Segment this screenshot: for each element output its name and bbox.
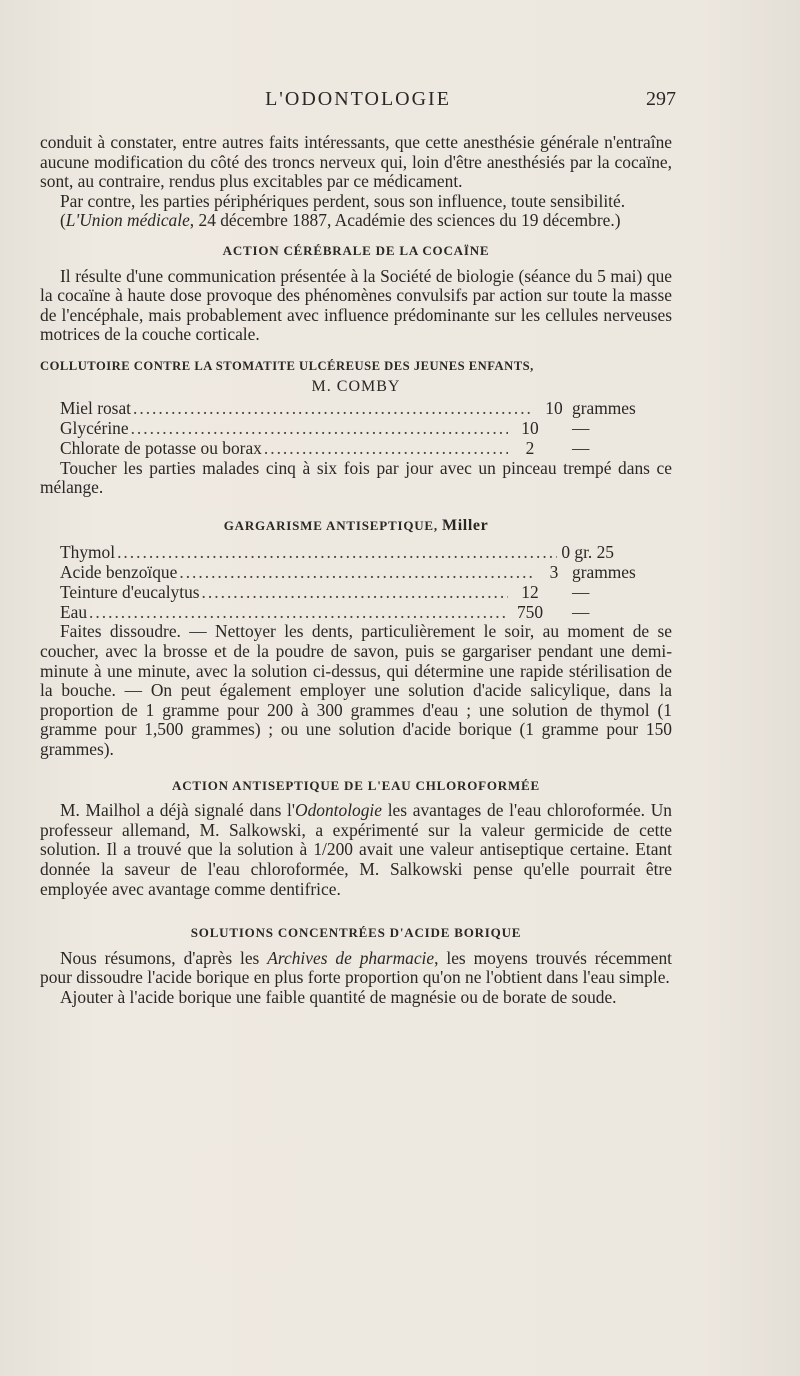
ingredient-quantity: 3	[549, 562, 559, 583]
section-heading-gargarisme	[40, 516, 672, 536]
recipe-row	[40, 583, 672, 603]
collutoire-author: M. COMBY	[311, 377, 401, 395]
citation: (L'Union médicale, 24 décembre 1887, Académie des sciences du 19 décembre.)	[60, 210, 621, 231]
recipe-row	[40, 419, 672, 439]
ingredient-quantity: 12	[521, 581, 539, 602]
gargarisme-author: Miller	[442, 516, 489, 534]
ingredient-unit: —	[572, 437, 590, 458]
ingredient-name: Teinture d'eucalytus	[60, 581, 200, 602]
ingredient-unit: —	[572, 581, 590, 602]
collutoire-recipe	[40, 399, 672, 458]
page-number: 297	[646, 88, 676, 110]
dot-leader	[117, 543, 557, 563]
collutoire-instruction: Toucher les parties malades cinq à six fois par jour avec un pinceau trempé dans ce mélange.	[40, 457, 672, 498]
eau-text-before: M. Mailhol a déjà signalé dans l'	[60, 800, 296, 821]
dot-leader	[202, 583, 508, 603]
eau-journal: Odontologie	[295, 800, 382, 821]
eau-text-after: les avantages de l'eau chloroformée. Un professeur allemand, M. Salkowski, a expérimenté sur la valeur germicide de cette solution. Il a trouvé que la solution à 1/200 avait une valeur antiseptique certaine. Etant donnée la saveur de l'eau chloroformée, M. Salkowski pense qu'elle pourrait être employée avec avantage comme dentifrice.	[40, 800, 673, 899]
bor-journal: Archives de pharmacie	[267, 947, 435, 968]
ingredient-quantity: 10	[545, 398, 563, 419]
ingredient-name: Thymol	[60, 542, 116, 563]
recipe-row	[40, 399, 672, 419]
ingredient-unit: grammes	[572, 398, 636, 419]
ingredient-unit: —	[572, 601, 590, 622]
opening-paragraph: conduit à constater, entre autres faits intéressants, que cette anesthésie générale n'entraîne aucune modification du côté des troncs nerveux qui, loin d'être anesthésiés par la cocaïne, sont, au contraire, rendus plus excitables par ce médicament.	[40, 132, 672, 192]
recipe-row	[40, 543, 672, 563]
ingredient-quantity: 750	[516, 601, 544, 622]
citation-journal: L'Union médicale	[65, 210, 190, 231]
ingredient-quantity: 2	[525, 437, 535, 458]
running-title: L'ODONTOLOGIE	[265, 88, 451, 110]
recipe-row	[40, 603, 672, 623]
dot-leader	[179, 563, 532, 583]
gargarisme-recipe	[40, 543, 672, 622]
gargarisme-instruction: Faites dissoudre. — Nettoyer les dents, particulièrement le soir, au moment de se coucher, avec la brosse et de la poudre de savon, puis se gargariser pendant une demi-minute à une minute, avec la solution ci-dessus, qui détermine une rapide stérilisation de la bouche. — On peut également employer une solution d'acide salicylique, dans la proportion de 1 gramme pour 200 à 300 grammes d'eau ; une solution de thymol (1 gramme pour 1,500 grammes) ; ou une solution d'acide borique (1 gramme pour 150 grammes).	[40, 621, 672, 760]
dot-leader	[133, 399, 532, 419]
section-heading-eau-chloroformee: ACTION ANTISEPTIQUE DE L'EAU CHLOROFORMÉE	[172, 777, 540, 793]
section-heading-acide-borique: SOLUTIONS CONCENTRÉES D'ACIDE BORIQUE	[190, 925, 522, 941]
acide-borique-paragraph-2: Ajouter à l'acide borique une faible quantité de magnésie ou de borate de soude.	[60, 986, 617, 1007]
bor-text-before: Nous résumons, d'après les	[60, 947, 268, 968]
ingredient-name: Acide benzoïque	[60, 562, 178, 583]
ingredient-name: Chlorate de potasse ou borax	[60, 437, 262, 458]
ingredient-name: Eau	[60, 601, 88, 622]
recipe-row	[40, 439, 672, 459]
ingredient-quantity: 10	[521, 417, 539, 438]
dot-leader	[131, 419, 508, 439]
section-heading-collutoire: COLLUTOIRE CONTRE LA STOMATITE ULCÉREUSE DES JEUNES ENFANTS,	[40, 358, 534, 373]
eau-chloroformee-paragraph	[40, 801, 672, 899]
ingredient-name: Miel rosat	[60, 398, 131, 419]
ingredient-quantity: 0 gr. 25	[561, 542, 614, 563]
ingredient-unit: grammes	[572, 562, 636, 583]
dot-leader	[89, 603, 508, 623]
page-body	[40, 133, 672, 1008]
bor-text-after: , les moyens trouvés récemment pour dissoudre l'acide borique en plus forte proportion qu'on ne l'obtient dans l'eau simple.	[40, 947, 673, 988]
running-head	[40, 88, 676, 116]
recipe-row	[40, 563, 672, 583]
acide-borique-paragraph	[40, 949, 672, 988]
section-heading-action-cerebrale: ACTION CÉRÉBRALE DE LA COCAÏNE	[222, 242, 490, 258]
ingredient-name: Glycérine	[60, 417, 129, 438]
citation-text: , 24 décembre 1887, Académie des sciences du 19 décembre.)	[189, 210, 621, 231]
dot-leader	[264, 439, 508, 459]
ingredient-unit: —	[572, 417, 590, 438]
action-cerebrale-paragraph: Il résulte d'une communication présentée à la Société de biologie (séance du 5 mai) que la cocaïne à haute dose provoque des phénomènes convulsifs par action sur toute la masse de l'encéphale, mais probablement avec influence prédominante sur les cellules nerveuses motrices de la couche corticale.	[40, 265, 672, 345]
contrast-paragraph: Par contre, les parties périphériques perdent, sous son influence, toute sensibilité.	[60, 190, 626, 211]
gargarisme-title: GARGARISME ANTISEPTIQUE,	[223, 517, 438, 533]
